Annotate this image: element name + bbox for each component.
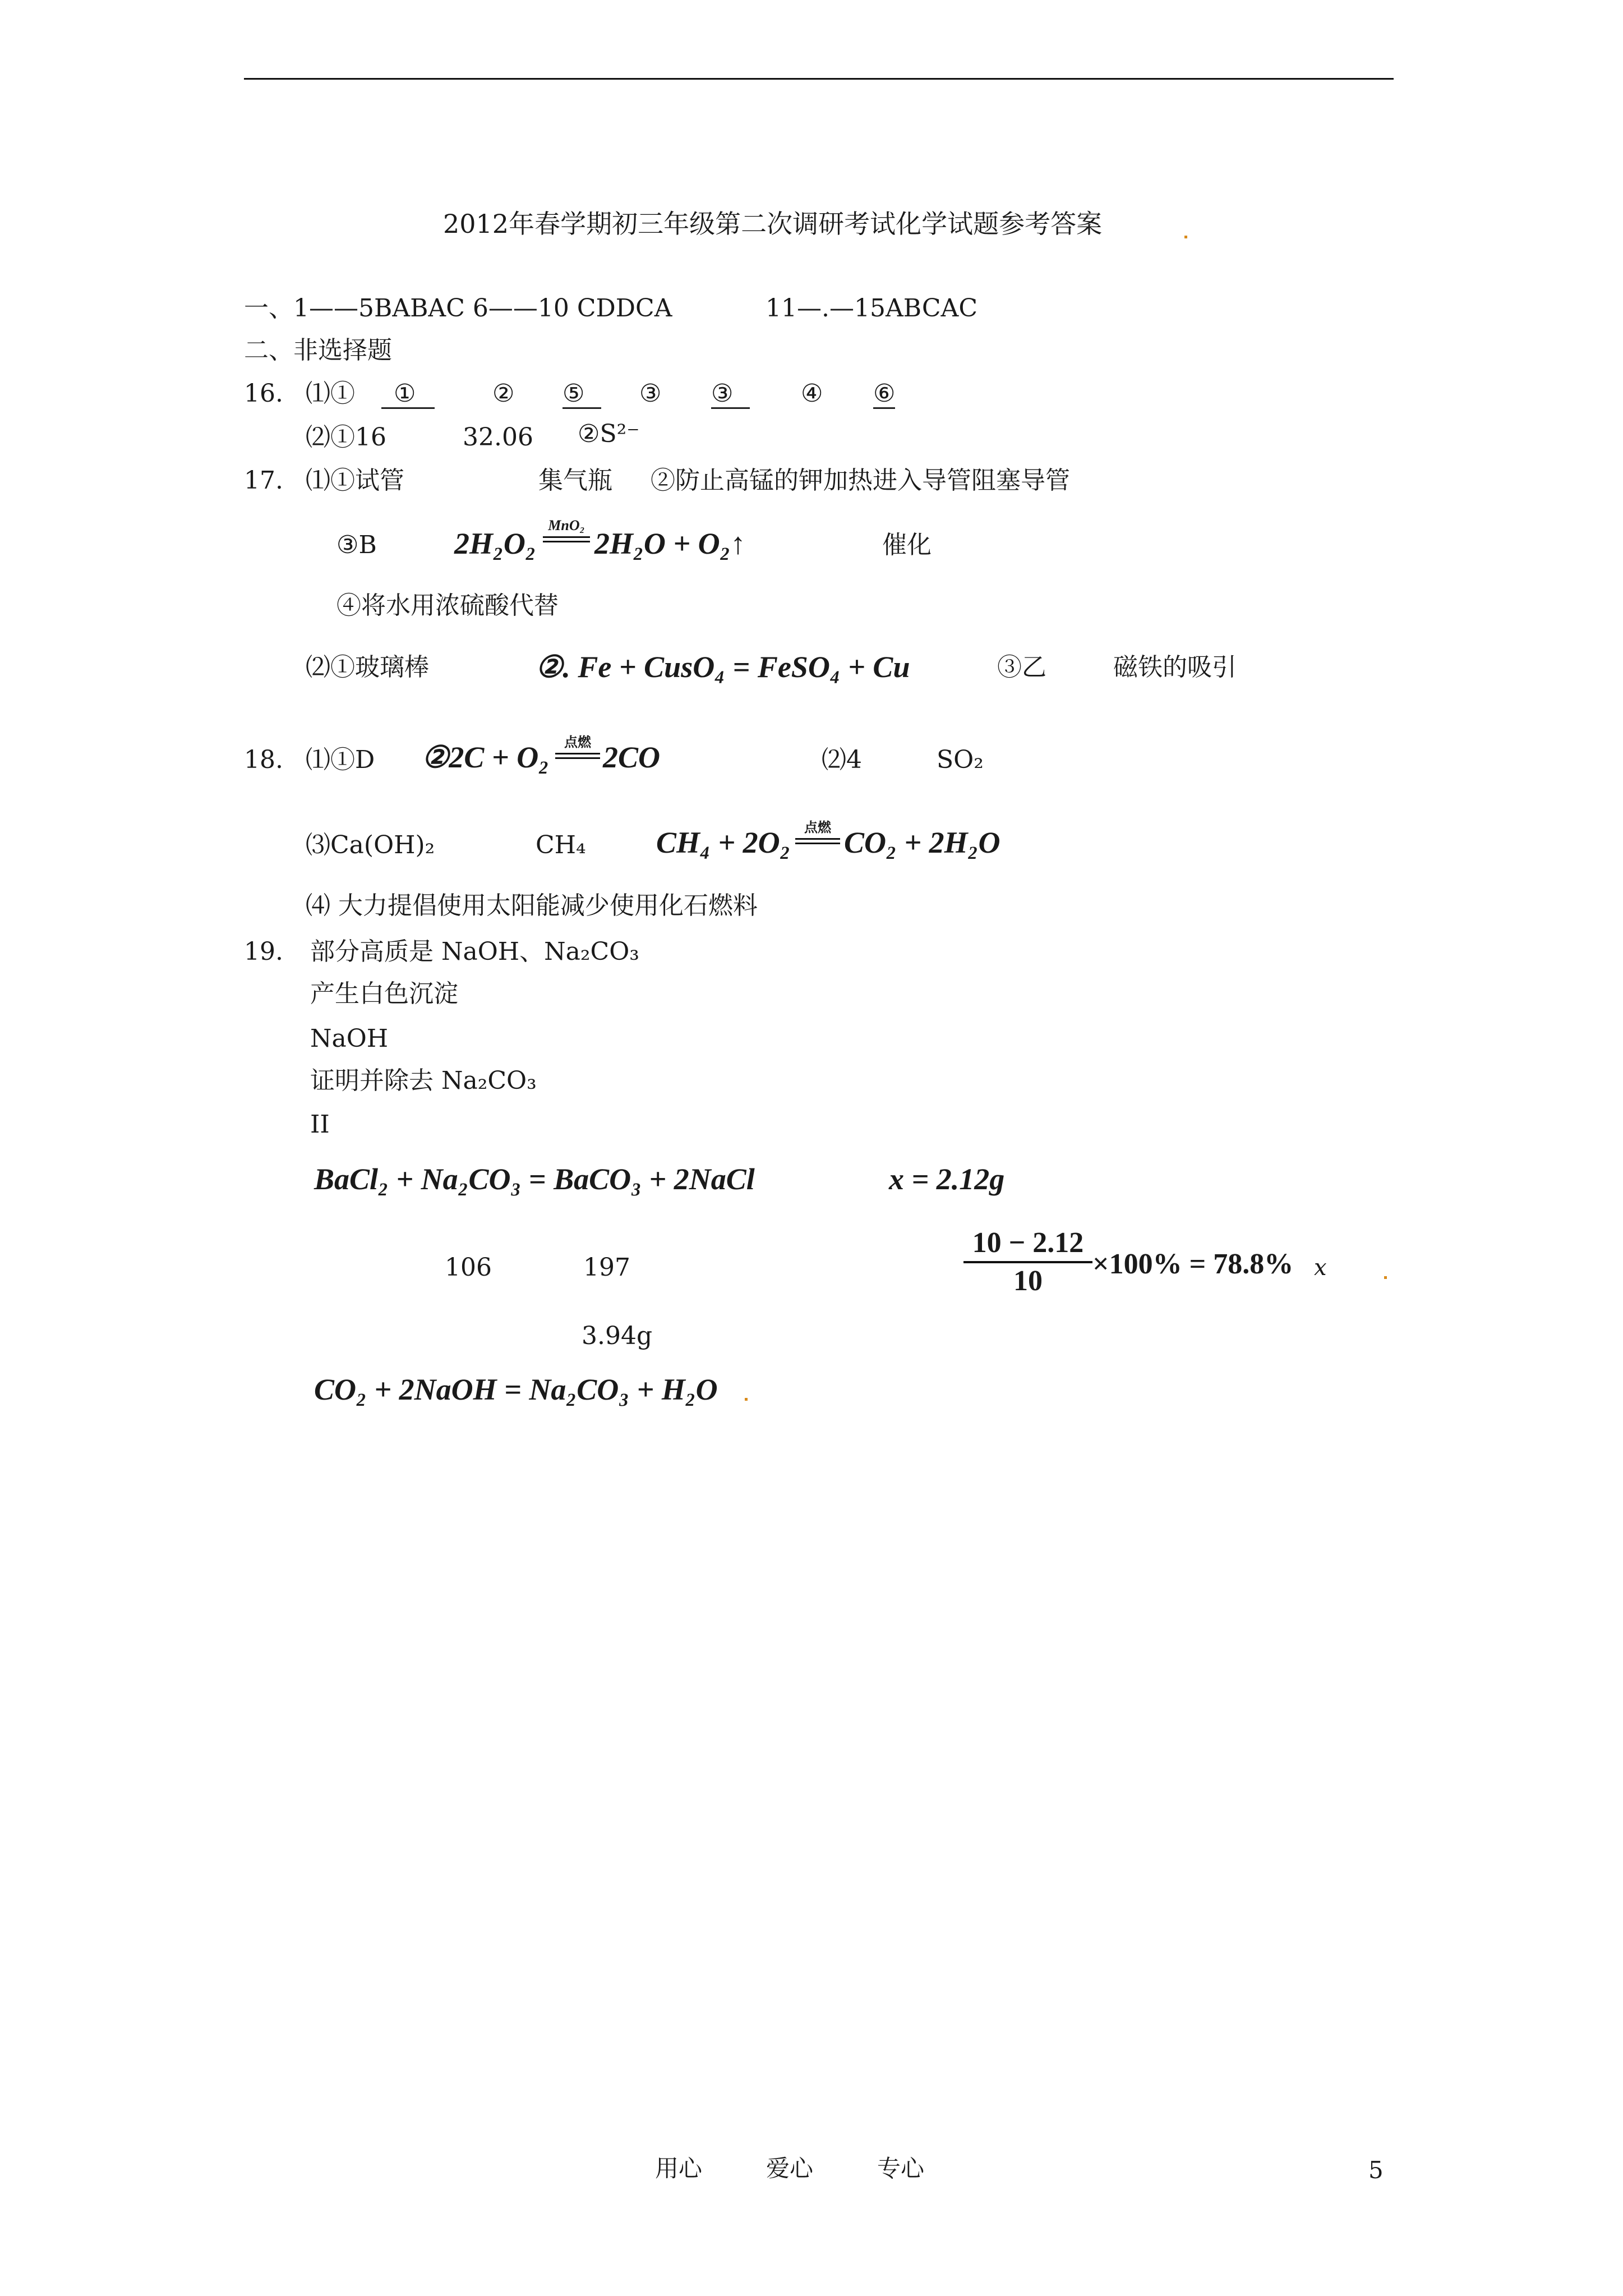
- page-title: 2012年春学期初三年级第二次调研考试化学试题参考答案: [443, 209, 1103, 239]
- q16-label4: ④: [801, 379, 823, 408]
- q18-eq1-lhs: ②2C + O₂: [422, 740, 550, 774]
- q17-eq2: ②. Fe + CusO₄ = FeSO₄ + Cu: [536, 650, 910, 684]
- q19-molar-106: 106: [445, 1253, 492, 1282]
- q17-answer-catalysis: 催化: [882, 531, 932, 559]
- q18-eq2-lhs: CH₄ + 2O₂: [656, 826, 791, 859]
- q19-x-value: x = 2.12g: [889, 1162, 1005, 1196]
- q16-label2: ②: [492, 379, 515, 408]
- q19-fraction-denominator: 10: [1013, 1265, 1043, 1297]
- q18-eq2-arrow: [795, 816, 840, 844]
- q19-line2: 产生白色沉淀: [310, 979, 458, 1008]
- footer-word-2: 爱心: [766, 2155, 814, 2182]
- q16-answer3: ③: [711, 381, 750, 409]
- q19-molar-197: 197: [583, 1253, 630, 1282]
- section2-heading: 二、非选择题: [244, 336, 392, 365]
- equals-sign-icon: [543, 536, 590, 538]
- q18-eq1-arrow: [555, 731, 600, 759]
- q17-eq1-condition: MnO₂: [548, 517, 585, 533]
- q19-fraction-x: x: [1314, 1255, 1327, 1281]
- q19-line1: 部分高质是 NaOH、Na₂CO₃: [310, 937, 639, 966]
- q16-part2: ⑵①16: [306, 423, 386, 452]
- q17-part1: ⑴①试管: [306, 466, 404, 495]
- q17-eq1-rhs: 2H₂O + O₂↑: [594, 527, 746, 560]
- equals-sign-icon: [795, 838, 840, 840]
- q19-fraction-result: ×100% = 78.8%: [1092, 1248, 1294, 1280]
- q16-part1: ⑴①: [306, 379, 355, 408]
- header-rule: [244, 78, 1394, 80]
- footer-word-3: 专心: [877, 2155, 925, 2182]
- q17-answer-yi: ③乙: [997, 653, 1046, 682]
- q18-part1: ⑴①D: [306, 746, 375, 774]
- q19-fraction: [963, 1228, 1092, 1296]
- q18-eq1-rhs: 2CO: [603, 740, 661, 774]
- q19-eq2: CO₂ + 2NaOH = Na₂CO₃ + H₂O: [314, 1373, 718, 1406]
- marker-dot: [1184, 236, 1187, 238]
- q17-answer-improve: ④将水用浓硫酸代替: [336, 591, 559, 620]
- fraction-bar: [963, 1261, 1092, 1263]
- equals-sign-icon: [555, 753, 600, 754]
- marker-dot: [745, 1398, 748, 1401]
- q17-answer-magnet: 磁铁的吸引: [1113, 653, 1237, 682]
- q18-ch4: CH₄: [536, 831, 586, 859]
- q19-line5: II: [310, 1110, 330, 1139]
- q19-line4: 证明并除去 Na₂CO₃: [310, 1066, 537, 1095]
- q16-number: 16.: [244, 379, 283, 408]
- q17-number: 17.: [244, 466, 283, 495]
- q19-mass-394: 3.94g: [582, 1322, 653, 1350]
- section1-answers: 一、1——5BABAC 6——10 CDDCA: [244, 294, 672, 323]
- footer-word-1: 用心: [655, 2155, 703, 2182]
- q17-eq1-lhs: 2H₂O₂: [454, 527, 536, 560]
- q18-number: 18.: [244, 746, 283, 774]
- q16-answer4: ⑥: [873, 379, 896, 408]
- q18-eq2-rhs: CO₂ + 2H₂O: [844, 826, 1000, 859]
- q17-answer-bottle: 集气瓶: [538, 466, 612, 495]
- q18-part4: ⑷ 大力提倡使用太阳能减少使用化石燃料: [306, 891, 758, 920]
- page-number: 5: [1368, 2156, 1384, 2184]
- q18-part2: ⑵4: [822, 746, 862, 774]
- q18-eq2-condition: 点燃: [804, 820, 831, 835]
- q18-part3: ⑶Ca(OH)₂: [306, 831, 435, 859]
- q19-number: 19.: [244, 937, 283, 966]
- q18-so2: SO₂: [937, 746, 984, 774]
- q17-answer-reason: ②防止高锰的钾加热进入导管阻塞导管: [651, 466, 1070, 495]
- q16-label3: ③: [639, 379, 662, 408]
- q19-eq1: BaCl₂ + Na₂CO₃ = BaCO₃ + 2NaCl: [314, 1162, 755, 1196]
- q19-line3: NaOH: [310, 1024, 389, 1053]
- q19-fraction-numerator: 10 − 2.12: [972, 1227, 1084, 1259]
- q16-value3: ②S²⁻: [578, 420, 640, 448]
- section1-answers-part2: 11—.—15ABCAC: [766, 294, 978, 323]
- q17-part2: ⑵①玻璃棒: [306, 653, 429, 682]
- q17-eq1-arrow: [543, 517, 590, 542]
- q18-eq1-condition: 点燃: [564, 734, 591, 750]
- q16-answer1: ①: [381, 381, 435, 409]
- q17-answer-b: ③B: [336, 531, 377, 559]
- q16-answer2: ⑤: [562, 381, 601, 409]
- q16-value2: 32.06: [463, 423, 533, 452]
- marker-dot: [1384, 1276, 1387, 1279]
